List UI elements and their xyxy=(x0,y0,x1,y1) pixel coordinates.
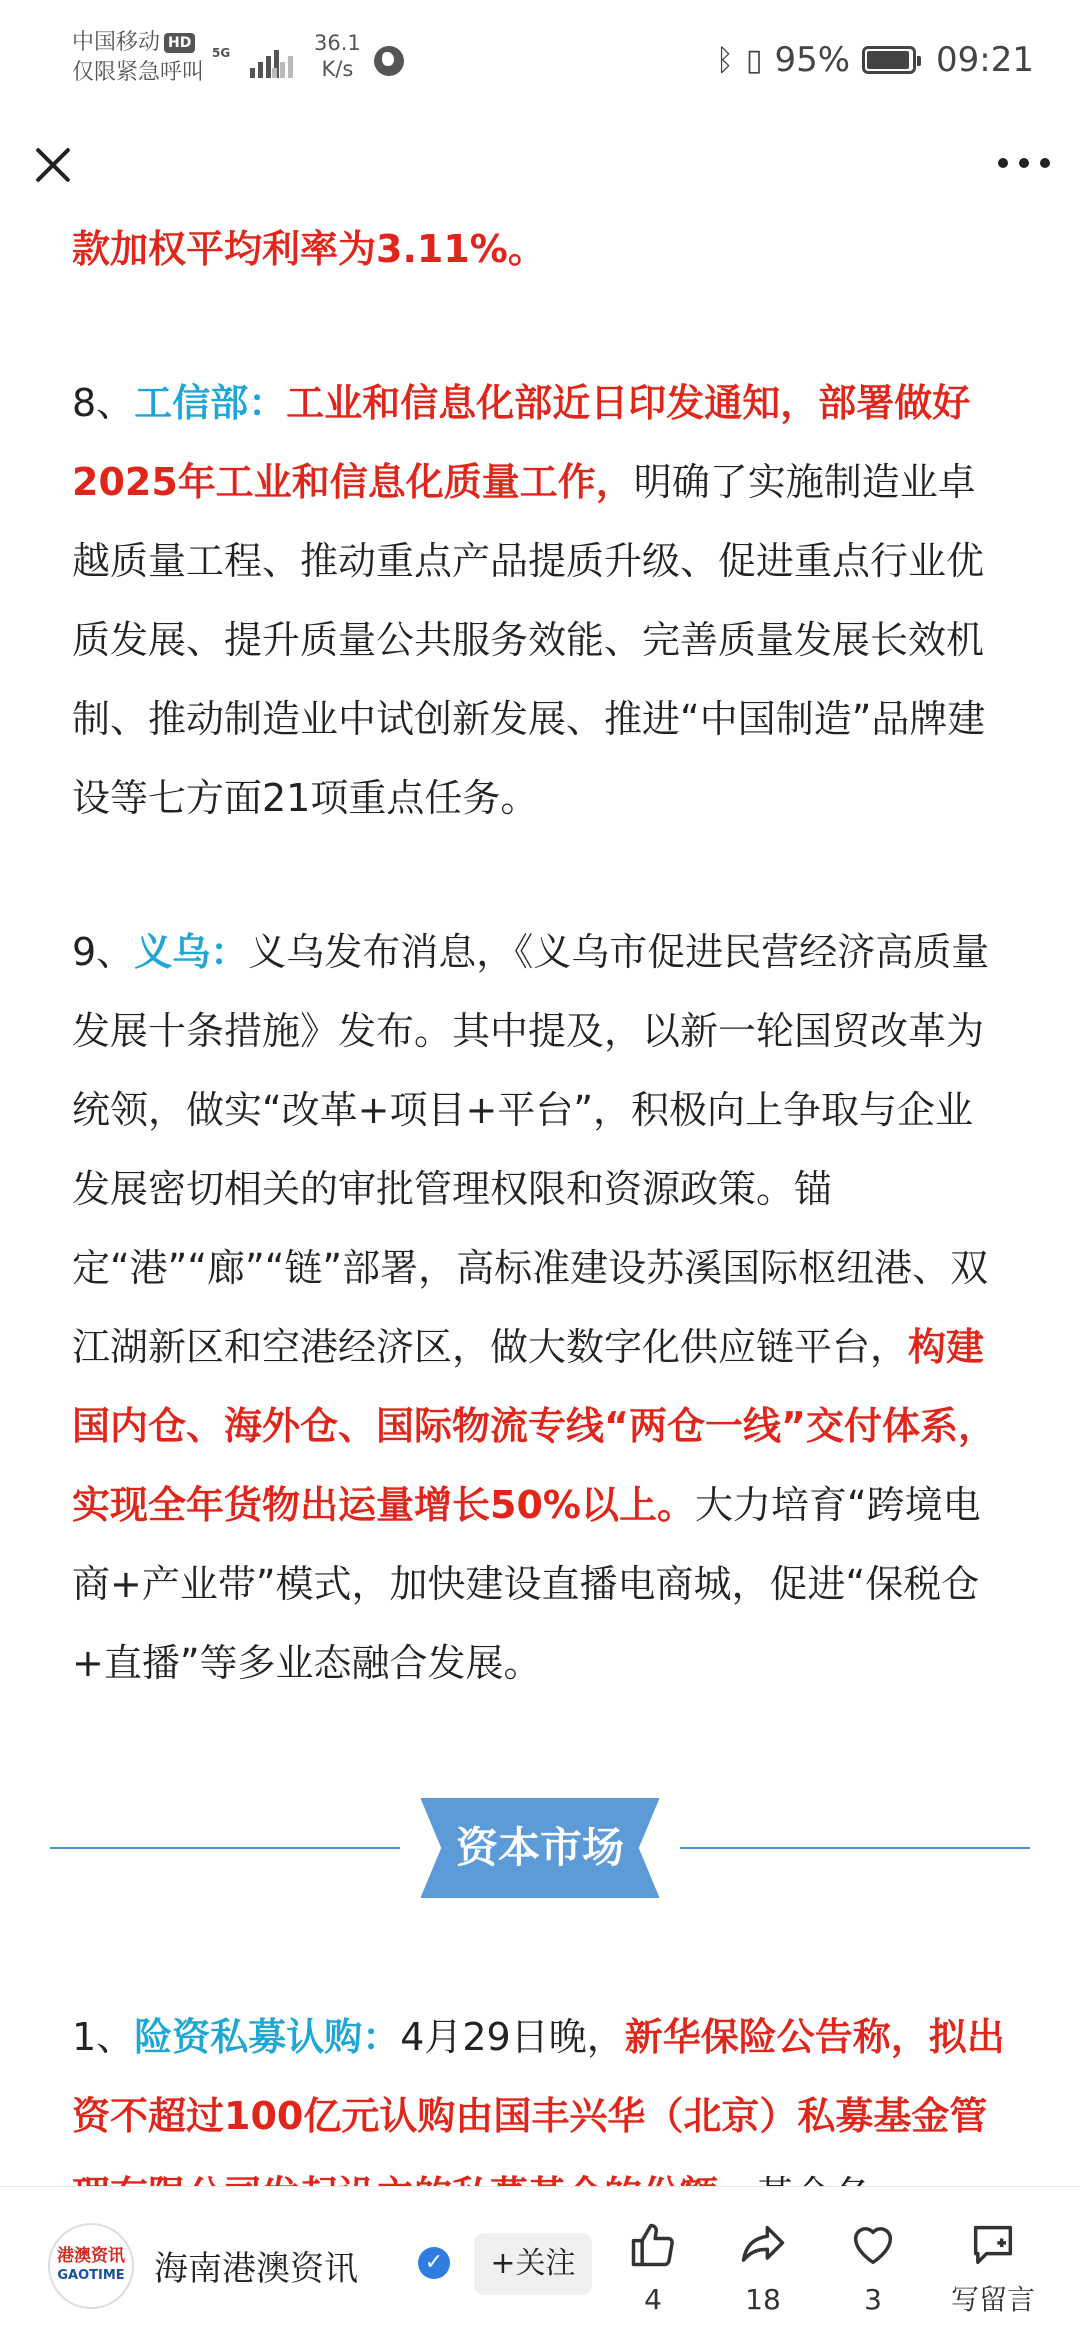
share-button[interactable] xyxy=(708,2215,818,2317)
paragraph-7-tail: 款加权平均利率为3.11%。 xyxy=(72,227,546,271)
favorite-count: 3 xyxy=(864,2283,882,2316)
item-highlight: 工业和信息化部近日印发通知，部署做好2025年工业和信息化质量工作， xyxy=(72,381,971,504)
item-body: 明确了实施制造业卓越质量工程、推动重点产品提质升级、促进重点行业优质发展、提升质量公共服务效能、完善质量发展长效机制、推动制造业中试创新发展、推进“中国制造”品牌建设等七方面21项重点任务。 xyxy=(72,460,986,820)
write-comment-button[interactable] xyxy=(928,2215,1058,2317)
vibrate-icon: ▯ xyxy=(745,42,763,78)
globe-icon xyxy=(374,46,404,76)
item-highlight: 新华保险公告称，拟出资不超过100亿元认购由国丰兴华（北京）私募基金管 xyxy=(72,2015,1005,2138)
favorite-button[interactable] xyxy=(818,2215,928,2317)
article-body-2 xyxy=(72,1998,1010,2178)
bluetooth-icon: ᛒ xyxy=(715,42,734,78)
battery-percent: 95% xyxy=(774,40,851,80)
bottom-action-bar xyxy=(0,2186,1080,2340)
share-icon xyxy=(708,2215,818,2275)
item-number: 1、 xyxy=(72,2015,135,2059)
section-header xyxy=(50,1794,1030,1902)
item-body-2: 大力培育“跨境电商+产业带”模式，加快建设直播电商城，促进“保税仓+直播”等多业态融合发展。 xyxy=(72,1483,981,1685)
battery-icon xyxy=(862,46,916,74)
signal-2-icon xyxy=(272,42,293,78)
account-avatar[interactable] xyxy=(48,2223,134,2309)
section-title: 资本市场 xyxy=(455,1823,624,1872)
write-comment-label: 写留言 xyxy=(950,2283,1035,2316)
logo-text-en: GAOTIME xyxy=(57,2268,125,2283)
item-source: 义乌： xyxy=(134,930,249,974)
item-source: 工信部： xyxy=(134,381,287,425)
section-banner xyxy=(410,1798,670,1898)
clock: 09:21 xyxy=(936,40,1034,80)
article-body xyxy=(72,210,1010,1703)
item-body: 4月29日晚， xyxy=(400,2015,625,2059)
item-number: 9、 xyxy=(72,930,135,974)
speed-unit: K/s xyxy=(321,57,354,81)
carrier-name: 中国移动 xyxy=(72,30,161,55)
speed-value: 36.1 xyxy=(314,31,361,55)
paragraph-8 xyxy=(72,364,1010,838)
network-type: 5G xyxy=(212,46,231,60)
item-highlight: 构建国内仓、海外仓、国际物流专线“两仓一线”交付体系，实现全年货物出运量增长50%以上。 xyxy=(72,1325,996,1527)
follow-button[interactable]: +关注 xyxy=(474,2233,592,2295)
more-options-icon[interactable] xyxy=(998,156,1050,170)
thumbs-up-icon xyxy=(598,2215,708,2275)
like-count: 4 xyxy=(644,2283,662,2316)
carrier-info xyxy=(72,28,204,88)
section-divider-left xyxy=(50,1847,400,1849)
like-button[interactable] xyxy=(598,2215,708,2317)
network-speed xyxy=(314,30,361,82)
status-right xyxy=(716,40,1034,80)
status-bar xyxy=(0,0,1080,120)
paragraph-9 xyxy=(72,913,1010,1703)
logo-text-cn: 港澳资讯 xyxy=(57,2246,125,2266)
heart-icon xyxy=(818,2215,928,2275)
section-divider-right xyxy=(680,1847,1030,1849)
account-name[interactable]: 海南港澳资讯 xyxy=(154,2249,358,2289)
emergency-label: 仅限紧急呼叫 xyxy=(72,60,205,85)
item-number: 8、 xyxy=(72,381,135,425)
item-body: 义乌发布消息，《义乌市促进民营经济高质量发展十条措施》发布。其中提及，以新一轮国贸改革为统领，做实“改革+项目+平台”，积极向上争取与企业发展密切相关的审批管理权限和资源政策。锚定“港”“廊”“链”部署，高标准建设苏溪国际枢纽港、双江湖新区和空港经济区，做大数字化供应链平台， xyxy=(72,930,990,1369)
share-count: 18 xyxy=(745,2283,781,2316)
comment-icon xyxy=(928,2215,1058,2275)
verified-icon: ✓ xyxy=(418,2247,450,2279)
item-source: 险资私募认购： xyxy=(134,2015,401,2059)
top-nav xyxy=(0,120,1080,224)
hd-badge: HD xyxy=(164,33,195,53)
close-icon[interactable] xyxy=(30,142,76,188)
